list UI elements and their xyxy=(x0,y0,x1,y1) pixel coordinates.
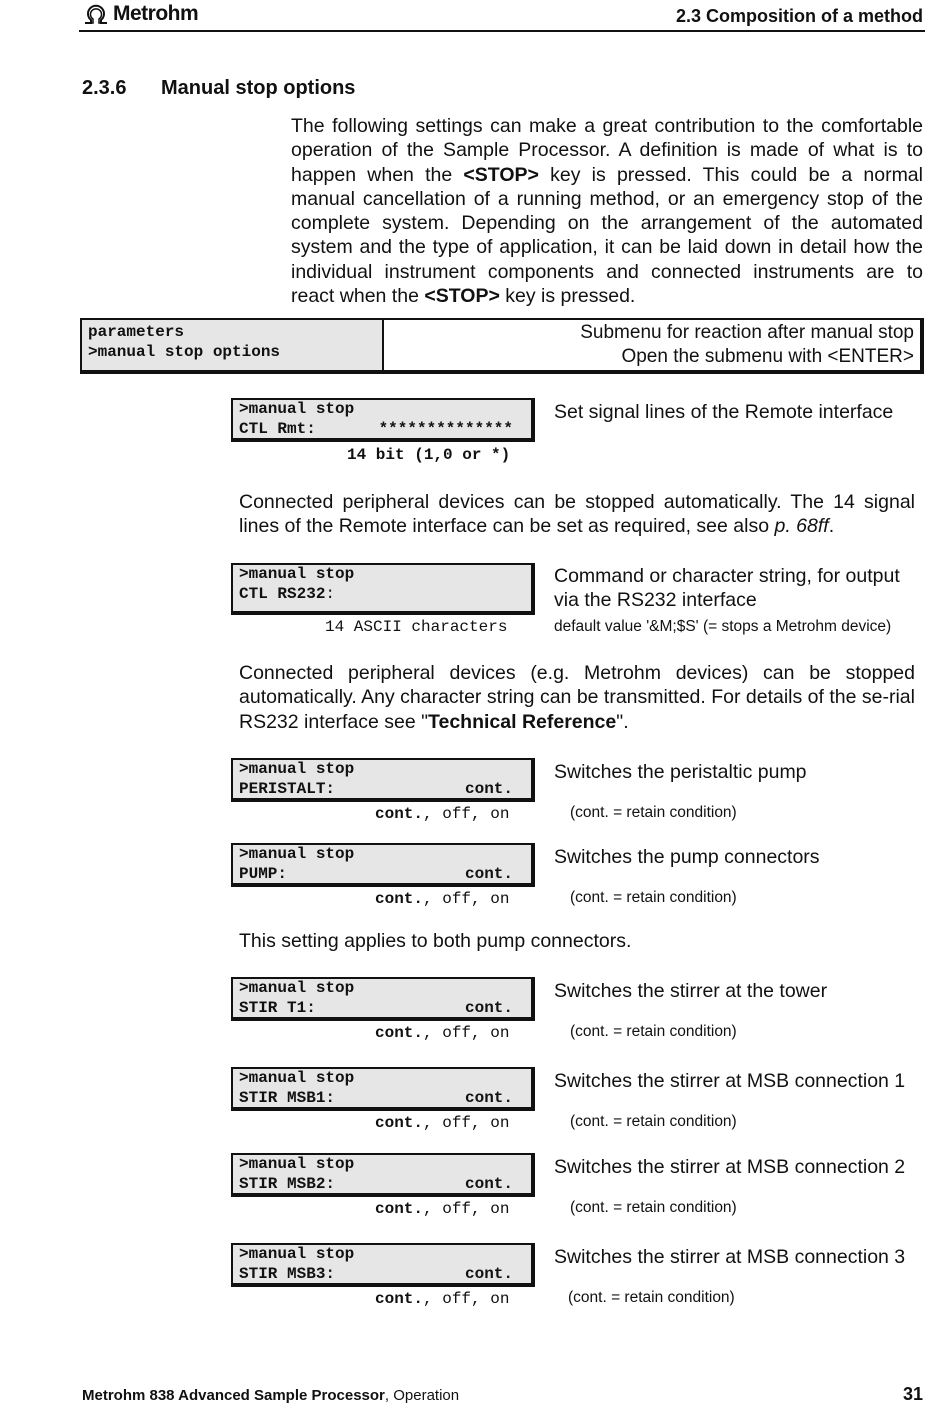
setting-note: (cont. = retain condition) xyxy=(570,889,737,906)
setting-note: (cont. = retain condition) xyxy=(568,1289,735,1306)
lcd-pump: >manual stop PUMP: cont. xyxy=(231,843,535,887)
lcd-value: cont. xyxy=(464,1264,513,1283)
header-section-title: 2.3 Composition of a method xyxy=(675,6,923,26)
lcd-ctl-rmt: >manual stop CTL Rmt: ************** xyxy=(231,398,535,442)
menu-display xyxy=(82,320,384,370)
lcd-peristalt: >manual stop PERISTALT: cont. xyxy=(231,758,535,802)
brand-logo xyxy=(82,2,198,26)
stop-key: <STOP> xyxy=(463,163,539,186)
setting-options: cont., off, on xyxy=(375,1114,510,1132)
menu-description: Submenu for reaction after manual stop Open the submenu with <ENTER> xyxy=(580,322,914,367)
setting-options: 14 bit (1,0 or *) xyxy=(347,446,511,464)
brand-name: Metrohm xyxy=(113,2,199,25)
setting-options: cont., off, on xyxy=(375,1290,510,1308)
setting-options: cont., off, on xyxy=(375,1024,510,1042)
section-number: 2.3.6 xyxy=(82,77,127,99)
menu-line: parameters xyxy=(88,323,185,341)
setting-description: Command or character string, for output via the RS232 interface xyxy=(554,565,900,611)
pump-paragraph: This setting applies to both pump connectors. xyxy=(239,930,632,952)
lcd-value: cont. xyxy=(464,864,513,883)
lcd-stir-msb3: >manual stop STIR MSB3: cont. xyxy=(231,1243,535,1287)
remote-paragraph: Connected peripheral devices can be stopped automatically. The 14 signal lines of the Remote interface can be set as required, see also p. 68ff. xyxy=(239,491,915,538)
footer-product: Metrohm 838 Advanced Sample Processor, Operation xyxy=(82,1387,460,1404)
lcd-value: cont. xyxy=(464,1174,513,1193)
setting-options: cont., off, on xyxy=(375,805,510,823)
menu-table xyxy=(80,318,924,374)
setting-note: (cont. = retain condition) xyxy=(570,1023,737,1040)
lcd-stir-t1: >manual stop STIR T1: cont. xyxy=(231,977,535,1021)
page-number: 31 xyxy=(902,1384,923,1404)
setting-options: cont., off, on xyxy=(375,890,510,908)
lcd-value: cont. xyxy=(464,779,513,798)
lcd-value: cont. xyxy=(464,1088,513,1107)
header-rule xyxy=(79,30,925,32)
lcd-stir-msb2: >manual stop STIR MSB2: cont. xyxy=(231,1153,535,1197)
setting-note: (cont. = retain condition) xyxy=(570,804,737,821)
setting-description: Switches the pump connectors xyxy=(554,846,820,868)
lcd-value: cont. xyxy=(464,998,513,1017)
setting-note: (cont. = retain condition) xyxy=(570,1113,737,1130)
lcd-ctl-rs232: >manual stop CTL RS232: xyxy=(231,563,535,615)
setting-description: Switches the peristaltic pump xyxy=(554,761,807,783)
stop-key: <STOP> xyxy=(424,285,500,308)
menu-line: >manual stop options xyxy=(88,343,281,361)
setting-description: Switches the stirrer at MSB connection 2 xyxy=(554,1156,906,1178)
setting-note: (cont. = retain condition) xyxy=(570,1199,737,1216)
setting-description: Set signal lines of the Remote interface xyxy=(554,401,894,423)
setting-description: Switches the stirrer at MSB connection 1 xyxy=(554,1070,906,1092)
omega-logo-icon xyxy=(82,3,110,25)
rs232-paragraph: Connected peripheral devices (e.g. Metrohm devices) can be stopped automatically. Any character string can be transmitted. For details of the se-rial RS232 interface see "Technical Reference". xyxy=(239,662,915,733)
lcd-value: ************** xyxy=(378,419,513,438)
intro-paragraph: The following settings can make a great contribution to the comfortable operation of the Sample Processor. A definition is made of what is to happen when the <STOP> key is pressed. This could be a normal manual cancellation of a running method, or an emergency stop of the complete system. Depending on the arrangement of the automated system and the type of application, it can be laid down in detail how the individual instrument components and connected instruments are to react when the <STOP> key is pressed. xyxy=(291,115,923,308)
setting-note: default value '&M;$S' (= stops a Metrohm device) xyxy=(554,618,892,635)
lcd-stir-msb1: >manual stop STIR MSB1: cont. xyxy=(231,1067,535,1111)
setting-description: Switches the stirrer at MSB connection 3 xyxy=(554,1246,906,1268)
setting-options: 14 ASCII characters xyxy=(325,618,508,636)
section-title: Manual stop options xyxy=(161,77,356,99)
setting-options: cont., off, on xyxy=(375,1200,510,1218)
setting-description: Switches the stirrer at the tower xyxy=(554,980,828,1002)
